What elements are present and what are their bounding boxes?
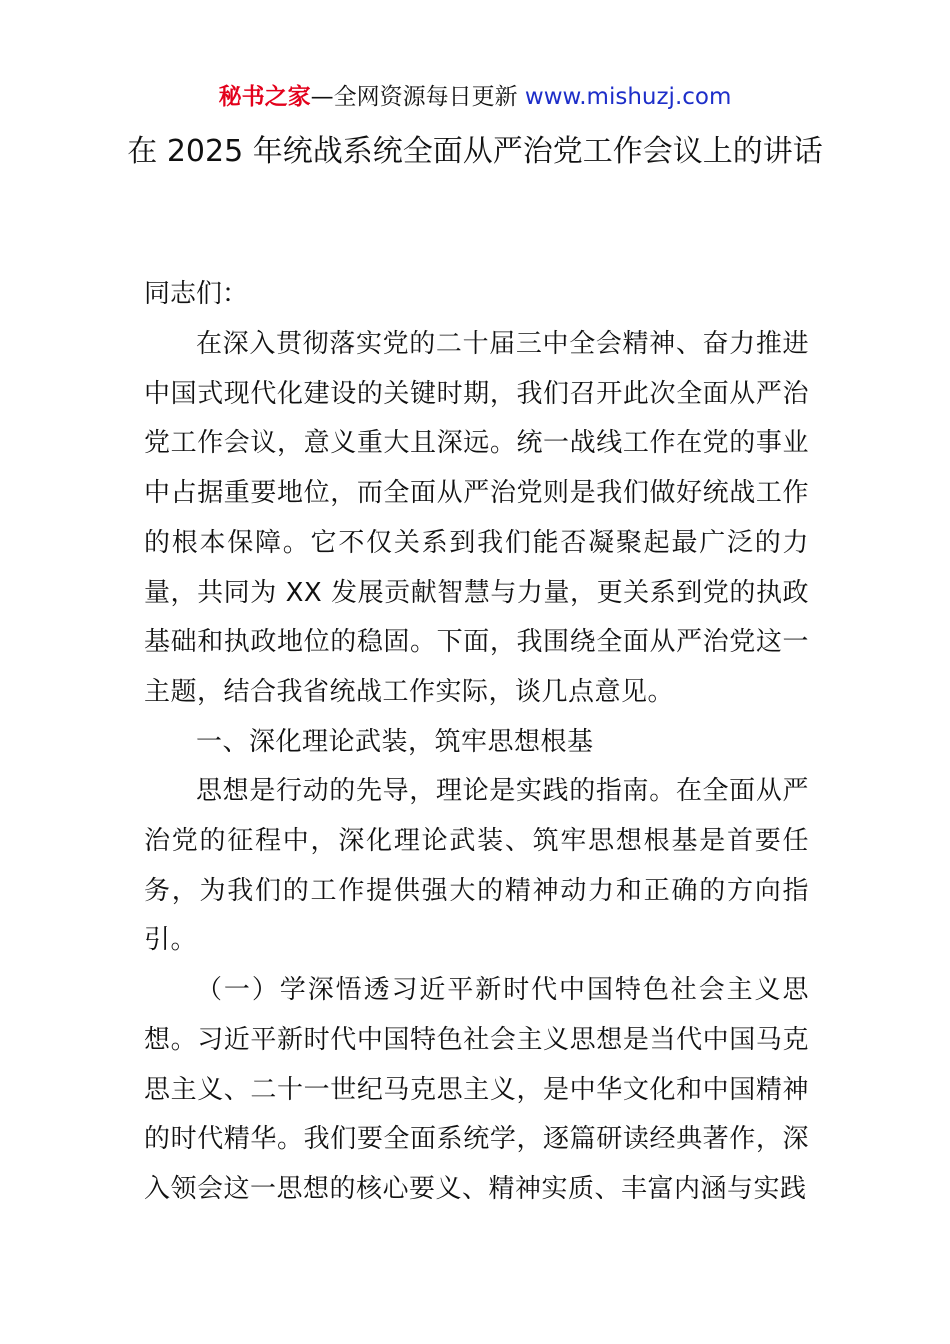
paragraph-intro: 在深入贯彻落实党的二十届三中全会精神、奋力推进中国式现代化建设的关键时期，我们召开此次全面从严治党工作会议，意义重大且深远。统一战线工作在党的事业中占据重要地位，而全面从严治党则是我们做好统战工作的根本保障。它不仅关系到我们能否凝聚起最广泛的力量，共同为 XX 发展贡献智慧与力量，更关系到党的执政基础和执政地位的稳固。下面，我围绕全面从严治党这一主题，结合我省统战工作实际，谈几点意见。: [144, 329, 809, 707]
paragraph-section-1: 思想是行动的先导，理论是实践的指南。在全面从严治党的征程中，深化理论武装、筑牢思想根基是首要任务，为我们的工作提供强大的精神动力和正确的方向指引。: [144, 776, 809, 956]
document-body: [144, 320, 809, 1215]
document-title: 在 2025 年统战系统全面从严治党工作会议上的讲话: [127, 134, 823, 169]
greeting: 同志们：: [144, 279, 249, 309]
site-url-link[interactable]: www.mishuzj.com: [524, 84, 732, 110]
brand-name: 秘书之家: [218, 84, 311, 110]
section-heading-1: 一、深化理论武装，筑牢思想根基: [196, 726, 594, 757]
site-header: [0, 80, 950, 114]
paragraph-subsection-1: （一）学深悟透习近平新时代中国特色社会主义思想。习近平新时代中国特色社会主义思想是当代中国马克思主义、二十一世纪马克思主义，是中华文化和中国精神的时代精华。我们要全面系统学，逐篇研读经典著作，深入领会这一思想的核心要义、精神实质、丰富内涵与实践: [144, 975, 809, 1204]
header-tagline: —全网资源每日更新: [310, 84, 525, 110]
